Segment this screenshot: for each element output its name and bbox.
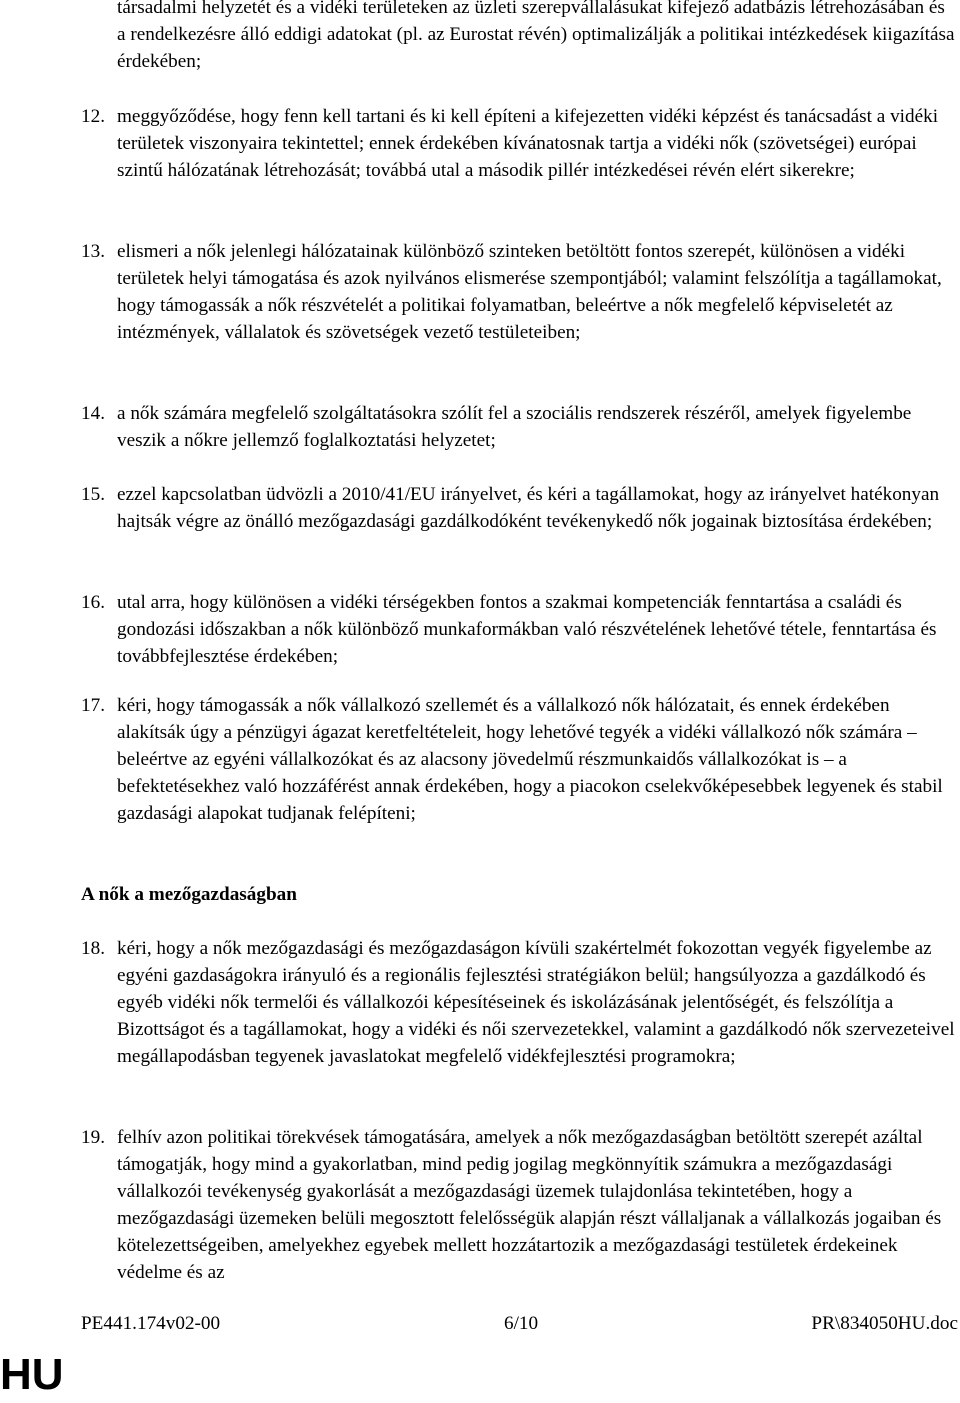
paragraph-15 [0,481,960,535]
footer-page-number: 6/10 [504,1313,539,1334]
section-heading: A nők a mezőgazdaságban [81,884,297,905]
paragraph-14 [0,400,960,454]
paragraph-12 [0,103,960,184]
paragraph-number: 14. [81,403,105,424]
paragraph-text: felhív azon politikai törekvések támogatására, amelyek a nők mezőgazdaságban betöltött szerepét azáltal támogatják, hogy mind a gyakorlatban, mind pedig jogilag megkönnyítik számukra a mezőgazdasági vállalkozói tevékenység gyakorlását a mezőgazdasági üzemek tulajdonlása tekintetében, hogy a mezőgazdasági üzemeken belüli megosztott felelősségük alapján részt vállaljanak a vállalkozás jogaiban és kötelezettségeiben, amelyekhez egyebek mellett hozzátartozik a mezőgazdasági testületek érdekeinek védelme és az [117,1127,942,1283]
paragraph-text: meggyőződése, hogy fenn kell tartani és ki kell építeni a kifejezetten vidéki képzést és tanácsadást a vidéki területek viszonyaira tekintettel; ennek érdekében kívánatosnak tartja a vidéki nők (szövetségei) európai szintű hálózatának létrehozását; továbbá utal a második pillér intézkedései révén elért sikerekre; [117,106,939,181]
footer-doc-ref: PE441.174v02-00 [81,1313,221,1334]
paragraph-number: 18. [81,938,105,959]
paragraph-16 [0,589,960,670]
paragraph-number: 16. [81,592,105,613]
paragraph-17 [0,692,960,827]
paragraph-number: 15. [81,484,105,505]
paragraph-text: a nők számára megfelelő szolgáltatásokra szólít fel a szociális rendszerek részéről, amelyek figyelembe veszik a nőkre jellemző foglalkoztatási helyzetet; [117,403,912,451]
paragraph-text: kéri, hogy a nők mezőgazdasági és mezőgazdaságon kívüli szakértelmét fokozottan vegyék figyelembe az egyéni gazdaságokra irányuló és a regionális fejlesztési stratégiákon belül; hangsúlyozza a gazdálkodó és egyéb vidéki nők termelői és vállalkozói képesítéseinek és iskolázásának jelentőségét, és felszólítja a Bizottságot és a tagállamokat, hogy a vidéki és női szervezetekkel, valamint a gazdálkodó nők szervezeteivel megállapodásban tegyenek javaslatokat megfelelő vidékfejlesztési programokra; [117,938,955,1067]
paragraph-19 [0,1124,960,1286]
paragraph-text: utal arra, hogy különösen a vidéki térségekben fontos a szakmai kompetenciák fenntartása a családi és gondozási időszakban a nők különböző munkaformákban való részvételének lehetővé tétele, fenntartása és továbbfejlesztése érdekében; [117,592,937,667]
footer-file-name: PR\834050HU.doc [811,1313,958,1334]
paragraph-number: 13. [81,241,105,262]
paragraph-text: társadalmi helyzetét és a vidéki területeken az üzleti szerepvállalásukat kifejező adatbázis létrehozásában és a rendelkezésre álló eddigi adatokat (pl. az Eurostat révén) optimalizálják a politikai intézkedések kiigazítása érdekében; [117,0,955,72]
paragraph-number: 17. [81,695,105,716]
paragraph-text: elismeri a nők jelenlegi hálózatainak különböző szinteken betöltött fontos szerepét, különösen a vidéki területek helyi támogatása és azok nyilvános elismerése szempontjából; valamint felszólítja a tagállamokat, hogy támogassák a nők részvételét a politikai folyamatban, beleértve a nők megfelelő képviseletét az intézmények, vállalatok és szövetségek vezető testületeiben; [117,241,942,343]
language-label: HU [0,1350,64,1399]
paragraph-number: 19. [81,1127,105,1148]
paragraph-number: 12. [81,106,105,127]
paragraph-18 [0,935,960,1070]
paragraph-13 [0,238,960,346]
paragraph-text: ezzel kapcsolatban üdvözli a 2010/41/EU irányelvet, és kéri a tagállamokat, hogy az irányelvet hatékonyan hajtsák végre az önálló mezőgazdasági gazdálkodóként tevékenykedő nők jogainak biztosítása érdekében; [117,484,940,532]
intro-paragraph [0,0,960,75]
paragraph-text: kéri, hogy támogassák a nők vállalkozó szellemét és a vállalkozó nők hálózatait, és ennek érdekében alakítsák úgy a pénzügyi ágazat keretfeltételeit, hogy lehetővé tegyék a vidéki vállalkozó nők számára – beleértve az egyéni vállalkozókat és az alacsony jövedelmű részmunkaidős vállalkozókat is – a befektetésekhez való hozzáférést annak érdekében, hogy a piacokon cselekvőképesebbek legyenek és stabil gazdasági alapokat tudjanak felépíteni; [117,695,943,824]
